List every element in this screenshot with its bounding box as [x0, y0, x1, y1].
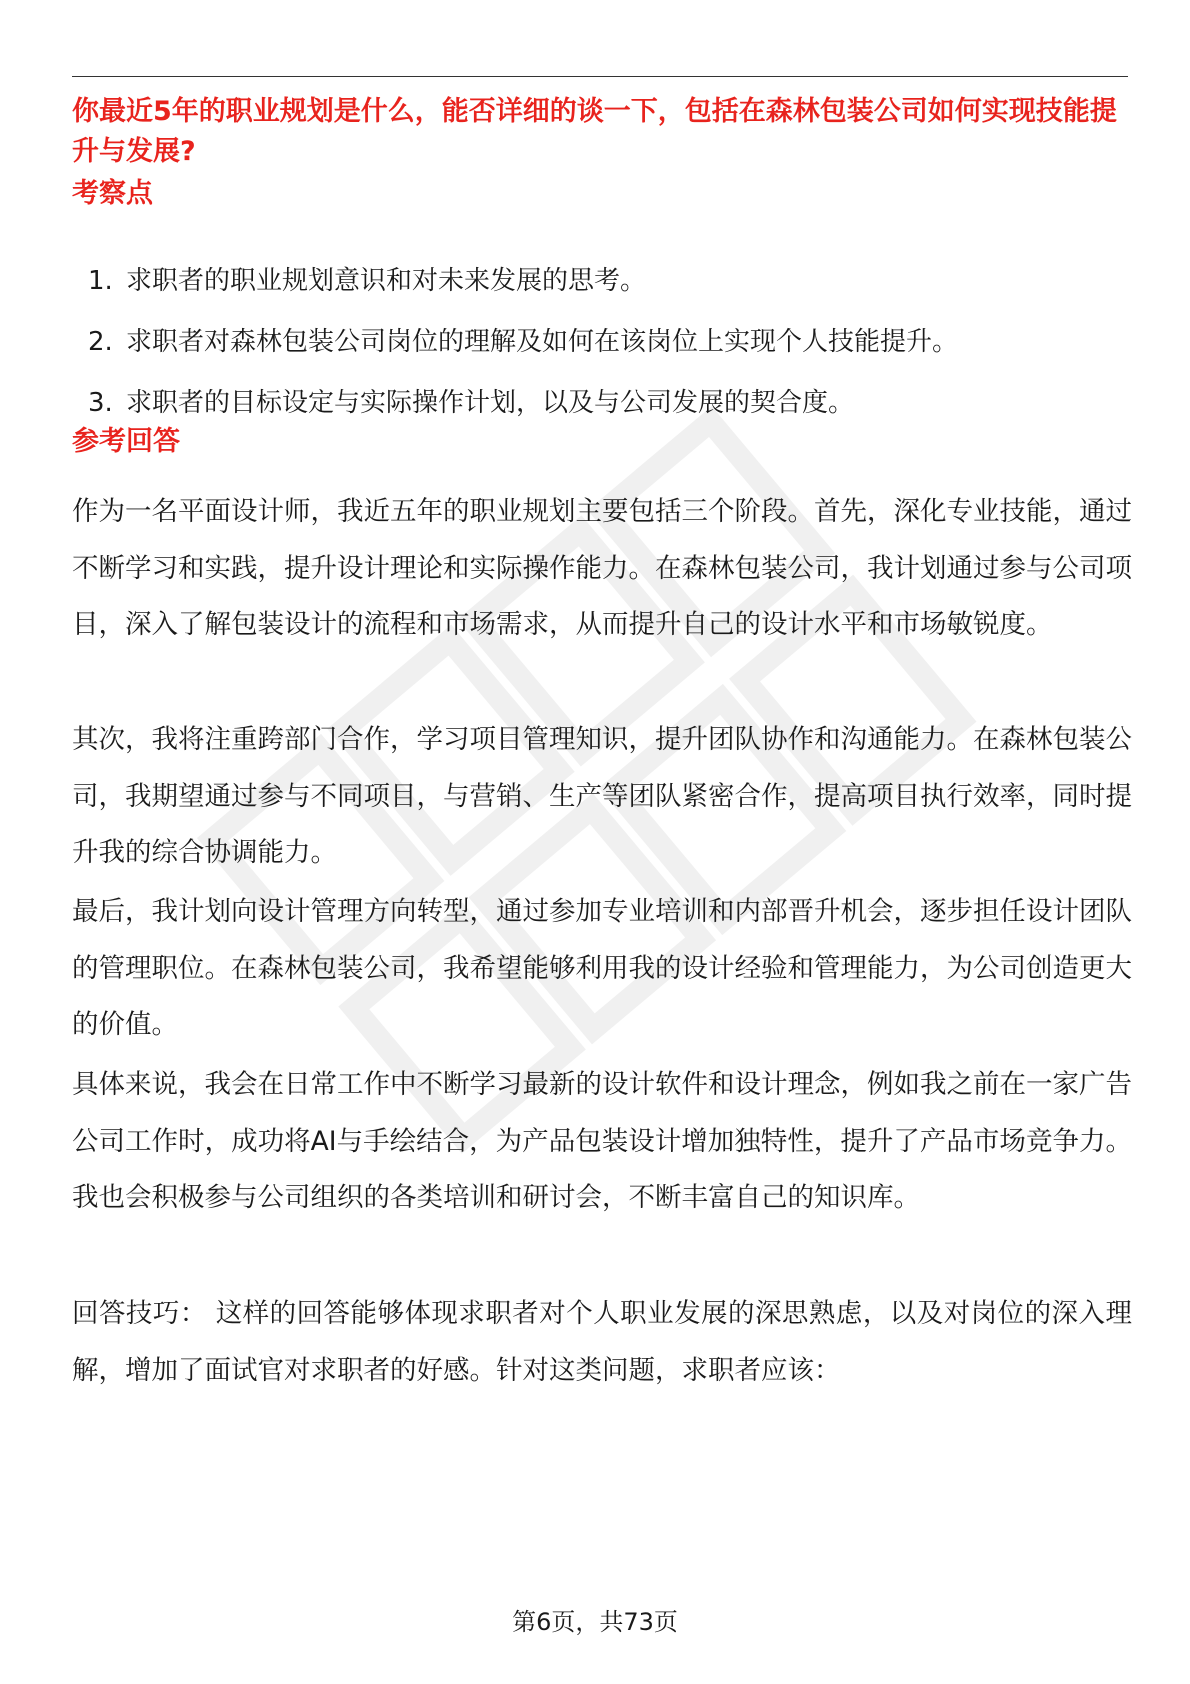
section-heading-answer: 参考回答	[72, 426, 180, 457]
tips-paragraph: 回答技巧： 这样的回答能够体现求职者对个人职业发展的深思熟虑，以及对岗位的深入理解，增加了面试官对求职者的好感。针对这类问题，求职者应该：	[72, 1298, 1132, 1386]
list-item-number: 3.	[88, 388, 113, 418]
answer-paragraph-4: 具体来说，我会在日常工作中不断学习最新的设计软件和设计理念，例如我之前在一家广告公司工作时，成功将AI与手绘结合，为产品包装设计增加独特性，提升了产品市场竞争力。我也会积极参与公司组织的各类培训和研讨会，不断丰富自己的知识库。	[72, 1069, 1132, 1213]
points-list	[72, 265, 1132, 448]
answer-paragraph-2: 其次，我将注重跨部门合作，学习项目管理知识，提升团队协作和沟通能力。在森林包装公司，我期望通过参与不同项目，与营销、生产等团队紧密合作，提高项目执行效率，同时提升我的综合协调能力。	[72, 724, 1132, 868]
question-heading: 你最近5年的职业规划是什么，能否详细的谈一下，包括在森林包装公司如何实现技能提升与发展?	[72, 96, 1117, 167]
list-item-text: 求职者对森林包装公司岗位的理解及如何在该岗位上实现个人技能提升。	[126, 327, 959, 357]
answer-paragraph-1: 作为一名平面设计师，我近五年的职业规划主要包括三个阶段。首先，深化专业技能，通过不断学习和实践，提升设计理论和实际操作能力。在森林包装公司，我计划通过参与公司项目，深入了解包装设计的流程和市场需求，从而提升自己的设计水平和市场敏锐度。	[72, 496, 1132, 640]
list-item-number: 1.	[88, 266, 113, 296]
answer-paragraph-3: 最后，我计划向设计管理方向转型，通过参加专业培训和内部晋升机会，逐步担任设计团队的管理职位。在森林包装公司，我希望能够利用我的设计经验和管理能力，为公司创造更大的价值。	[72, 896, 1132, 1040]
list-item	[72, 265, 1132, 297]
list-item-text: 求职者的目标设定与实际操作计划，以及与公司发展的契合度。	[126, 388, 855, 418]
list-item	[72, 326, 1132, 358]
top-rule	[72, 76, 1128, 77]
section-heading-points: 考察点	[72, 178, 153, 209]
page-number-footer: 第6页，共73页	[512, 1608, 678, 1636]
list-item-number: 2.	[88, 327, 113, 357]
list-item-text: 求职者的职业规划意识和对未来发展的思考。	[126, 266, 647, 296]
list-item	[72, 387, 1132, 419]
